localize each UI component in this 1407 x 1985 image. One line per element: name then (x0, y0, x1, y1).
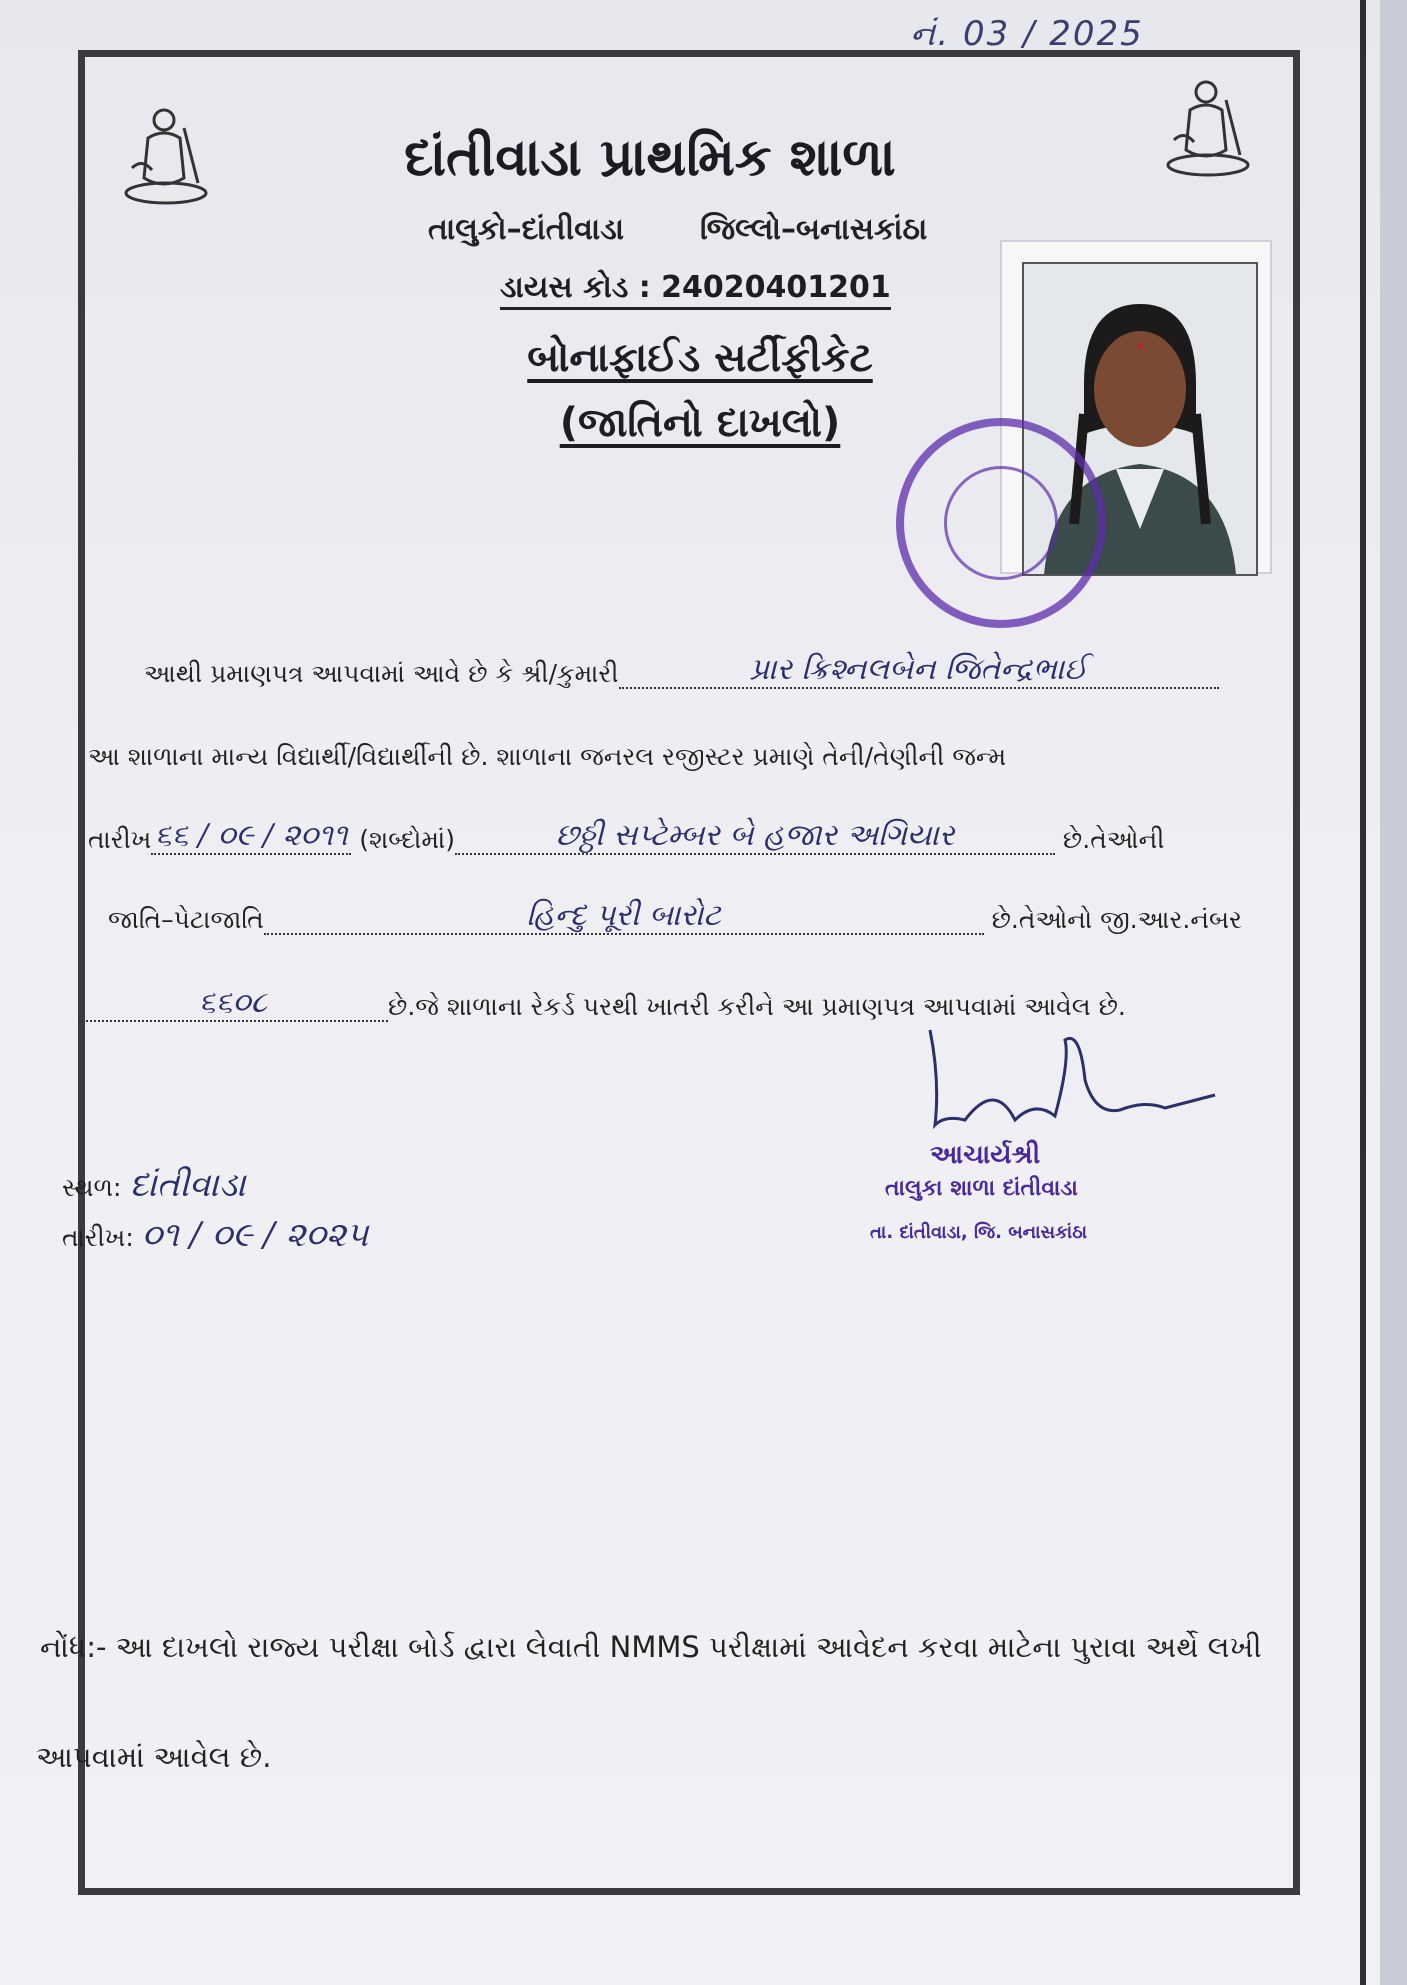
certificate-title: બોનાફાઈડ સર્ટીફીકેટ (527, 335, 873, 381)
principal-signature-icon (905, 1020, 1235, 1140)
body-line-2: આ શાળાના માન્ય વિદ્યાર્થી/વિદ્યાર્થીની છે. શાળાના જનરલ રજીસ્ટર પ્રમાણે તેની/તેણીની જન્મ (88, 742, 1007, 771)
body-line-4 (108, 898, 1242, 935)
page-edge (1360, 0, 1366, 1985)
line3-suffix: છે.તેઓની (1062, 825, 1165, 854)
gr-label: છે.તેઓનો જી.આર.નંબર (991, 905, 1242, 934)
school-stamp-inner-ring (944, 466, 1058, 580)
dob-value: ૬૬ / ૦૯ / ૨૦૧૧ (151, 818, 351, 855)
date-value: ૦૧ / ૦૯ / ૨૦૨૫ (141, 1215, 369, 1255)
caste-label: જાતિ–પેટાજાતિ (108, 905, 264, 934)
jillo-label: જિલ્લો–બનાસકાંઠા (700, 212, 928, 247)
school-stamp (896, 418, 1106, 628)
reference-number: નં. 03 / 2025 (910, 14, 1144, 54)
in-words-label: (શબ્દોમાં) (359, 825, 455, 854)
signatory-title: આચાર્યશ્રી (930, 1140, 1041, 1170)
certificate-subtitle: (જાતિનો દાખલો) (559, 400, 841, 446)
caste-value: હિન્દુ પૂરી બારોટ (264, 898, 984, 935)
body-line-3 (88, 818, 1164, 855)
date-label: તારીખ: (62, 1223, 134, 1252)
note-line-2: આપવામાં આવેલ છે. (36, 1740, 272, 1774)
dise-code: ડાયસ કોડ : 24020401201 (500, 270, 891, 310)
place-label: સ્થળ: (62, 1173, 122, 1202)
date-row (62, 1215, 368, 1255)
signatory-school: તાલુકા શાળા દાંતીવાડા (885, 1176, 1078, 1201)
gr-number: ૬૬૦૮ (78, 985, 388, 1022)
body-line-1 (144, 652, 1219, 689)
body-line-5 (78, 985, 1126, 1022)
line1-prefix: આથી પ્રમાણપત્ર આપવામાં આવે છે કે શ્રી/કુમારી (144, 659, 619, 688)
line5-text: છે.જે શાળાના રેકર્ડ પરથી ખાતરી કરીને આ પ્રમાણપત્ર આપવામાં આવેલ છે. (388, 992, 1126, 1021)
dob-label: તારીખ (88, 825, 152, 854)
place-row (62, 1165, 246, 1205)
place-value: દાંતીવાડા (129, 1165, 246, 1205)
signatory-address: તા. દાંતીવાડા, જિ. બનાસકાંઠા (870, 1222, 1088, 1243)
school-name: દાંતીવાડા પ્રાથમિક શાળા (404, 128, 896, 188)
note-line-1: નોંધ:- આ દાખલો રાજ્ય પરીક્ષા બોર્ડ દ્વારા લેવાતી NMMS પરીક્ષામાં આવેદન કરવા માટેના પુરાવા અર્થે લખી (40, 1630, 1262, 1664)
saraswati-emblem-right-icon (1160, 70, 1256, 180)
dob-in-words: છઠ્ઠી સપ્ટેમ્બર બે હજાર અગિયાર (455, 818, 1055, 855)
student-name: પ્રાર ક્રિશ્નલબેન જિતેન્દ્રભાઈ (619, 652, 1219, 689)
saraswati-emblem-left-icon (118, 98, 214, 208)
taluko-label: તાલુકો–દાંતીવાડા (428, 212, 625, 247)
